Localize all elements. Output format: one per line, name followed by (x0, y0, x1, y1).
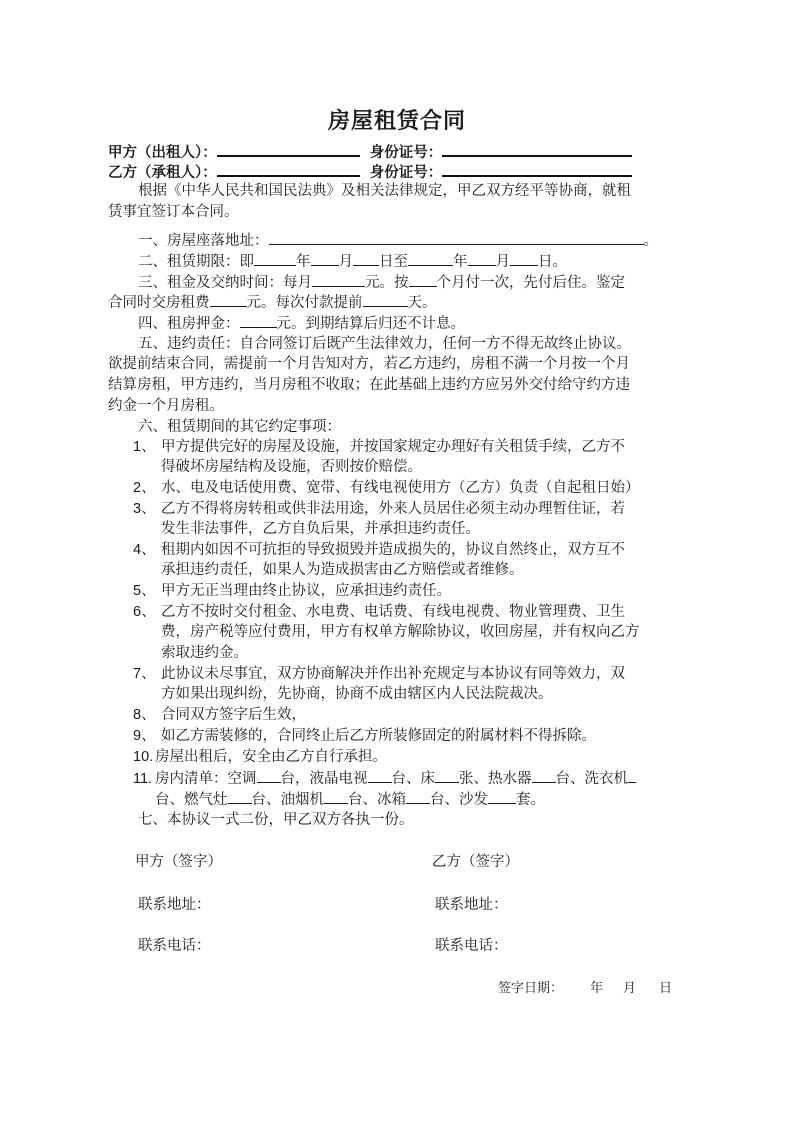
item-11-line-1 (133, 768, 707, 789)
party-a-id-field[interactable] (442, 140, 632, 157)
sign-date-month: 月 (623, 981, 637, 996)
start-month-field[interactable] (311, 251, 339, 266)
item-text: 如乙方需装修的，合同终止后乙方所装修固定的附属材料不得拆除。 (161, 728, 596, 744)
party-a-id-label: 身份证号： (369, 144, 443, 161)
item-number: 8、 (133, 707, 156, 723)
inventory-ac: 房内清单：空调 (155, 771, 257, 787)
clause-other-terms-heading: 六、租赁期间的其它约定事项： (138, 419, 341, 435)
inventory-washer: 台、洗衣机 (555, 771, 628, 787)
rent-text-e: 元。每次付款提前 (246, 295, 363, 311)
sofa-qty-field[interactable] (488, 789, 516, 804)
inventory-bed: 台、床 (391, 771, 435, 787)
item-9 (133, 726, 707, 746)
sign-date-day: 日 (659, 981, 673, 996)
unit-month: 月 (338, 254, 353, 270)
preamble-line-2: 赁事宜签订本合同。 (108, 204, 239, 220)
clause-rent-line-2 (108, 292, 682, 313)
clause-lease-term (108, 251, 712, 272)
item-number: 11. (133, 771, 153, 787)
item-3-line-1 (133, 499, 707, 519)
item-number: 1、 (133, 439, 156, 455)
party-a-address-label: 联系地址： (138, 897, 211, 913)
party-a-name-field[interactable] (217, 140, 360, 157)
item-1-line-1 (133, 437, 707, 457)
clause-breach-line-3: 结算房租，甲方违约，当月房租不收取；在此基础上违约方应另外交付给守约方违 (108, 377, 630, 393)
lease-term-label: 二、租赁期限：即 (138, 254, 254, 270)
item-text: 水、电及电话使用费、宽带、有线电视使用方（乙方）负责（自起租日始） (161, 480, 640, 496)
party-a-phone-label: 联系电话： (138, 938, 211, 954)
ac-qty-field[interactable] (257, 768, 281, 783)
end-day-field[interactable] (510, 251, 538, 266)
party-b-phone-label: 联系电话： (435, 938, 508, 954)
end-month-field[interactable] (468, 251, 496, 266)
clause-breach-line-4: 约金一个月房租。 (108, 398, 224, 414)
clause-address-label: 一、房屋座落地址： (138, 233, 269, 249)
inventory-tv: 台，液晶电视 (280, 771, 368, 787)
bed-qty-field[interactable] (435, 768, 459, 783)
clause-address-suffix: 。 (643, 233, 658, 249)
end-year-field[interactable] (408, 251, 453, 266)
item-4-line-1 (133, 540, 707, 560)
item-text: 房屋出租后，安全由乙方自行承担。 (155, 749, 387, 765)
rent-text-b: 元。按 (365, 275, 409, 291)
party-b-id-field[interactable] (442, 160, 632, 177)
item-1-line-2: 得破坏房屋结构及设施，否则按价赔偿。 (161, 459, 422, 475)
item-text: 此协议未尽事宜，双方协商解决并作出补充规定与本协议有同等效力，双 (161, 666, 625, 682)
rent-text-f: 天。 (407, 295, 437, 311)
clause-deposit (108, 313, 712, 334)
item-2 (133, 478, 707, 498)
inventory-fridge: 台、冰箱 (348, 792, 406, 808)
deposit-field[interactable] (240, 313, 277, 328)
address-field[interactable] (269, 230, 644, 245)
item-number: 3、 (133, 501, 156, 517)
rent-text-d: 合同时交房租费 (108, 295, 210, 311)
item-3-line-2: 发生非法事件，乙方自负后果，并承担违约责任。 (161, 521, 480, 537)
initial-rent-field[interactable] (210, 292, 247, 307)
clause-copies: 七、本协议一式二份，甲乙双方各执一份。 (138, 812, 414, 828)
unit-day-to: 日至 (379, 254, 408, 270)
clause-address (108, 230, 712, 251)
item-text: 合同双方签字后生效， (161, 707, 306, 723)
inventory-stove: 台、燃气灶 (155, 792, 228, 808)
washer-qty-field[interactable] (628, 768, 636, 783)
clause-breach-line-2: 欲提前结束合同，需提前一个月告知对方，若乙方违约，房租不满一个月按一个月 (108, 356, 630, 372)
stove-qty-field[interactable] (228, 789, 252, 804)
clause-rent-line-1 (108, 272, 712, 293)
item-11-line-2 (155, 789, 729, 810)
advance-days-field[interactable] (363, 292, 408, 307)
unit-year: 年 (296, 254, 311, 270)
tv-qty-field[interactable] (368, 768, 392, 783)
clause-breach-line-1: 五、违约责任：自合同签订后既产生法律效力，任何一方不得无故终止协议。 (138, 336, 631, 352)
start-day-field[interactable] (353, 251, 379, 266)
inventory-sofa: 台、沙发 (430, 792, 488, 808)
party-a-signature-label: 甲方（签字） (135, 854, 222, 870)
rent-label: 三、租金及交纳时间：每月 (138, 275, 312, 291)
item-text: 乙方不按时交付租金、水电费、电话费、有线电视费、物业管理费、卫生 (161, 604, 625, 620)
deposit-text: 元。到期结算后归还不计息。 (276, 316, 465, 332)
item-5 (133, 581, 707, 601)
unit-day: 日。 (538, 254, 567, 270)
pay-interval-field[interactable] (409, 272, 437, 287)
item-number: 10. (133, 749, 154, 765)
item-7-line-1 (133, 664, 707, 684)
hood-qty-field[interactable] (324, 789, 348, 804)
item-number: 4、 (133, 542, 156, 558)
monthly-rent-field[interactable] (312, 272, 365, 287)
inventory-end: 套。 (516, 792, 545, 808)
item-number: 6、 (133, 604, 156, 620)
unit-year: 年 (453, 254, 468, 270)
item-6-line-1 (133, 602, 707, 622)
inventory-heater: 张、热水器 (459, 771, 532, 787)
party-b-signature-label: 乙方（签字） (432, 854, 519, 870)
item-number: 2、 (133, 480, 156, 496)
heater-qty-field[interactable] (532, 768, 556, 783)
item-text: 甲方提供完好的房屋及设施，并按国家规定办理好有关租赁手续，乙方不 (161, 439, 625, 455)
party-b-address-label: 联系地址： (435, 897, 508, 913)
item-4-line-2: 承担违约责任，如果人为造成损害由乙方赔偿或者维修。 (161, 562, 524, 578)
item-8 (133, 705, 707, 725)
item-text: 乙方不得将房转租或供非法用途，外来人员居住必须主动办理暂住证，若 (161, 501, 625, 517)
rent-text-c: 个月付一次，先付后住。鉴定 (436, 275, 625, 291)
party-b-label: 乙方（承租人）： (108, 164, 217, 181)
item-number: 7、 (133, 666, 156, 682)
party-a-label: 甲方（出租人）： (108, 144, 217, 161)
item-text: 甲方无正当理由终止协议，应承担违约责任。 (161, 583, 451, 599)
document-title: 房屋租赁合同 (327, 108, 466, 134)
item-text: 租期内如因不可抗拒的导致损毁并造成损失的，协议自然终止，双方互不 (161, 542, 625, 558)
preamble-line-1: 根据《中华人民共和国民法典》及相关法律规定，甲乙双方经平等协商，就租 (138, 183, 631, 199)
item-7-line-2: 方如果出现纠纷，先协商，协商不成由辖区内人民法院裁决。 (161, 686, 553, 702)
item-number: 9、 (133, 728, 156, 744)
party-b-id-label: 身份证号： (369, 164, 443, 181)
item-number: 5、 (133, 583, 156, 599)
item-6-line-3: 索取违约金。 (161, 645, 248, 661)
sign-date-year: 年 (590, 981, 604, 996)
party-b-name-field[interactable] (217, 160, 360, 177)
party-b-row (108, 160, 682, 183)
inventory-hood: 台、油烟机 (251, 792, 324, 808)
start-year-field[interactable] (254, 251, 296, 266)
fridge-qty-field[interactable] (406, 789, 430, 804)
item-6-line-2: 费，房产税等应付费用，甲方有权单方解除协议，收回房屋，并有权向乙方 (161, 624, 640, 640)
item-10 (133, 747, 707, 767)
unit-month: 月 (495, 254, 510, 270)
sign-date-label: 签字日期： (498, 981, 564, 996)
deposit-label: 四、租房押金： (138, 316, 240, 332)
